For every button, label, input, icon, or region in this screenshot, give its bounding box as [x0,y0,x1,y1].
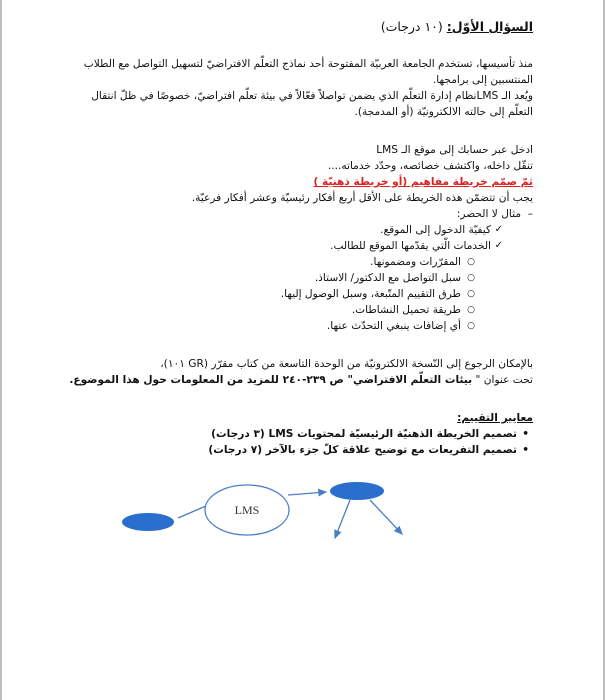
criteria-title: معايير التقييم: [457,412,533,424]
intro-line-4: التعلّم إلى حالته الالكترونيّة (أو المدمجة). [354,106,533,118]
question-heading: السؤال الأوّل: [446,19,533,34]
connector-branch-right [370,500,402,534]
example-header: – مثال لا الحصر: [60,206,533,222]
intro-line-3: ويُعد الـ LMSنظام إدارة التعلّم الذي يضمن تواصلاً فعّالاً في بيئة تعلّم افتراضيّ، خصوصًا في ظلّ انتقال [91,90,533,102]
instruction-explore: تنقّل داخله، واكتشف خصائصه، وحدّد خدماته.... [327,160,533,172]
node-top-right [330,482,384,500]
sub-item: ○ طرق التقييم المتّبعة، وسبل الوصول إليها. [60,286,533,302]
criteria-item: • تصميم الخريطة الذهنيّة الرئيسيّة لمحتويات LMS (٣ درجات) [60,426,533,442]
check-item: ✓ كيفيّة الدخول إلى الموقع. [60,222,533,238]
reference-title: بيئات التعلّم الافتراضي" ص ٢٣٩-٢٤٠ للمزيد من المعلومات حول هذا الموضوع. [69,374,473,386]
criteria-list [60,426,533,458]
criteria-item: • تصميم التفريعات مع توضيح علاقة كلّ جزء بالآخر (٧ درجات) [60,442,533,458]
instruction-requirements: يجب أن تتضمّن هذه الخريطة على الأقل أربع أفكار رئيسيّة وعشر أفكار فرعيّة. [191,192,533,204]
connector-center-to-left [178,506,206,518]
connector-center-to-top-right [288,492,326,495]
mind-map-sketch [0,470,605,570]
sub-item: ○ المقرّرات ومضمونها. [60,254,533,270]
node-left [122,513,174,531]
intro-line-1: منذ تأسيسها، تستخدم الجامعة العربيّة المفتوحة أحد نماذج التعلّم الافتراضيّ لتسهيل التواصل مع الطلاب [83,58,533,70]
examples-list [60,206,533,334]
reference-line-2 [60,372,533,388]
instruction-login: ادخل عبر حسابك إلى موقع الـ LMS [376,144,533,156]
reference-prefix: تحت عنوان " [472,374,533,386]
intro-line-2: المنتسبين إلى برامجها. [432,74,533,86]
check-item: ✓ الخدمات الّتي يقدّمها الموقع للطالب. [60,238,533,254]
sub-item: ○ سبل التواصل مع الدكتور/ الاستاذ. [60,270,533,286]
sub-item: ○ أي إضافات ينبغي التحدّث عنها. [60,318,533,334]
instruction-design-map: ثمّ صمّم خريطة مفاهيم (أو خريطة ذهنيّة ) [313,176,533,188]
connector-branch-left [335,500,350,538]
reference-line-1: بالإمكان الرجوع إلى النّسخة الالكترونيّة من الوحدة التاسعة من كتاب مقرّر (GR ١٠١)، [160,358,533,370]
sub-item: ○ طريقة تحميل النشاطات. [60,302,533,318]
center-node-label: LMS [234,503,260,517]
question-marks: (١٠ درجات) [380,19,447,34]
question-title [60,18,533,36]
document-body [60,18,533,458]
